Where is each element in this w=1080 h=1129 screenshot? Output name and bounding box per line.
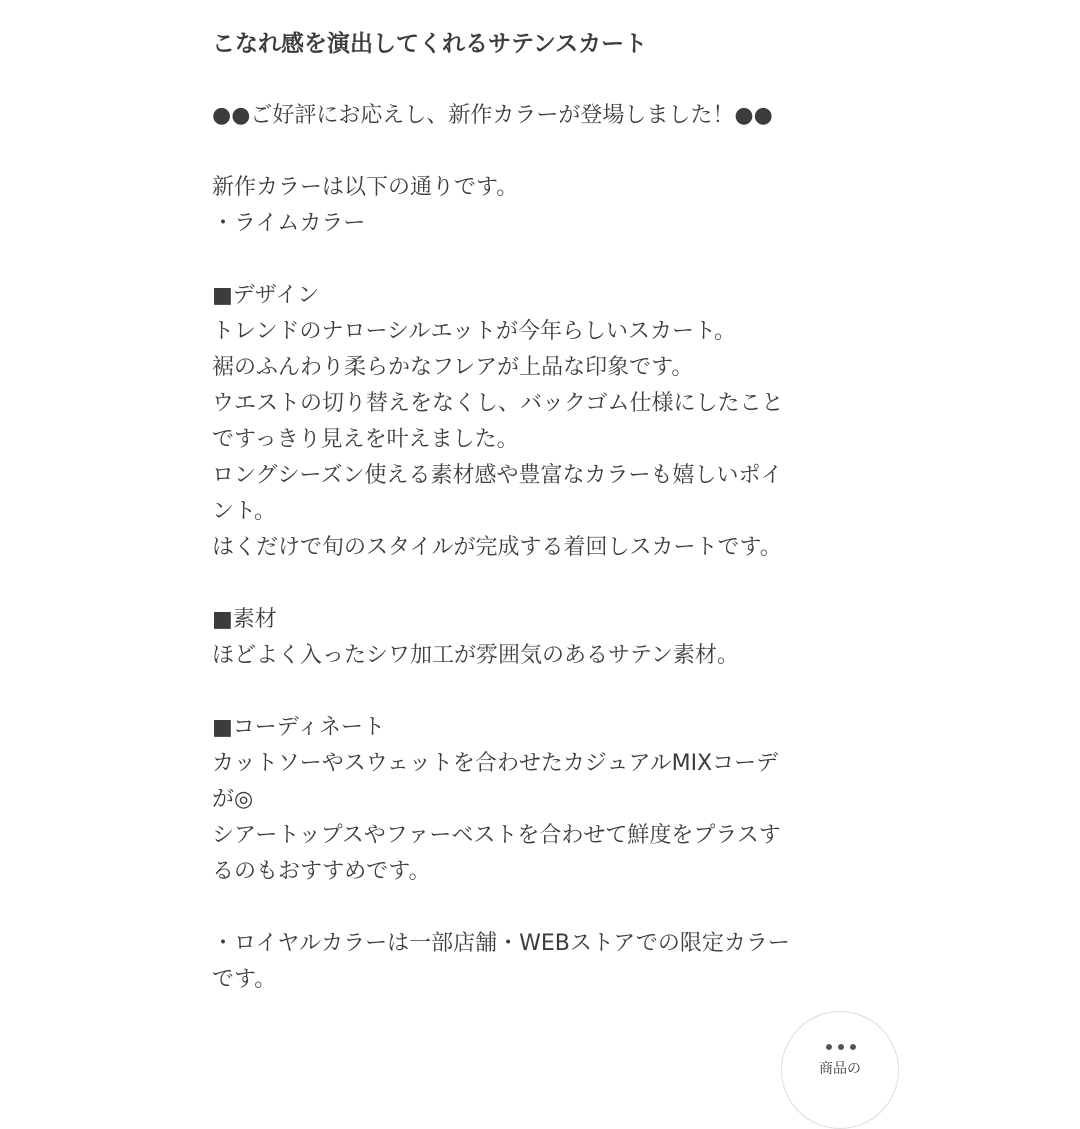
design-line: ですっきり見えを叶えました。 [212, 427, 519, 452]
note-section [212, 926, 862, 998]
spacer [212, 566, 862, 602]
new-colors-intro: 新作カラーは以下の通りです。 [212, 175, 519, 200]
design-line: ロングシーズン使える素材感や豊富なカラーも嬉しいポイ [212, 463, 783, 488]
note-line: です。 [212, 967, 277, 992]
new-colors-section [212, 170, 862, 242]
spacer [212, 890, 862, 926]
design-heading: ■デザイン [212, 283, 320, 308]
design-line: はくだけで旬のスタイルが完成する着回しスカートです。 [212, 535, 782, 560]
new-colors-item: ・ライムカラー [212, 211, 366, 236]
spacer [212, 62, 862, 98]
coordinate-line: カットソーやスウェットを合わせたカジュアルMIXコーデ [212, 751, 779, 776]
spacer [212, 134, 862, 170]
coordinate-line: が◎ [212, 787, 254, 812]
more-dots-icon [826, 1044, 856, 1050]
design-line: トレンドのナローシルエットが今年らしいスカート。 [212, 319, 737, 344]
coordinate-line: るのもおすすめです。 [212, 859, 431, 884]
design-section [212, 278, 862, 566]
product-menu-label: 商品の [819, 1061, 861, 1077]
description-title: こなれ感を演出してくれるサテンスカート [212, 31, 648, 57]
product-menu-button[interactable] [781, 1011, 899, 1129]
announcement-text: ●●ご好評にお応えし、新作カラーが登場しました！●● [212, 103, 773, 128]
note-line: ・ロイヤルカラーは一部店舗・WEBストアでの限定カラー [212, 931, 790, 956]
design-line: ウエストの切り替えをなくし、バックゴム仕様にしたこと [212, 391, 784, 416]
material-section [212, 602, 862, 674]
product-description [212, 26, 862, 998]
coordinate-line: シアートップスやファーベストを合わせて鮮度をプラスす [212, 823, 781, 848]
design-line: 裾のふんわり柔らかなフレアが上品な印象です。 [212, 355, 694, 380]
coordinate-section [212, 710, 862, 890]
material-line: ほどよく入ったシワ加工が雰囲気のあるサテン素材。 [212, 643, 739, 668]
spacer [212, 242, 862, 278]
material-heading: ■素材 [212, 607, 277, 632]
design-line: ント。 [212, 499, 277, 524]
spacer [212, 674, 862, 710]
coordinate-heading: ■コーディネート [212, 715, 386, 740]
